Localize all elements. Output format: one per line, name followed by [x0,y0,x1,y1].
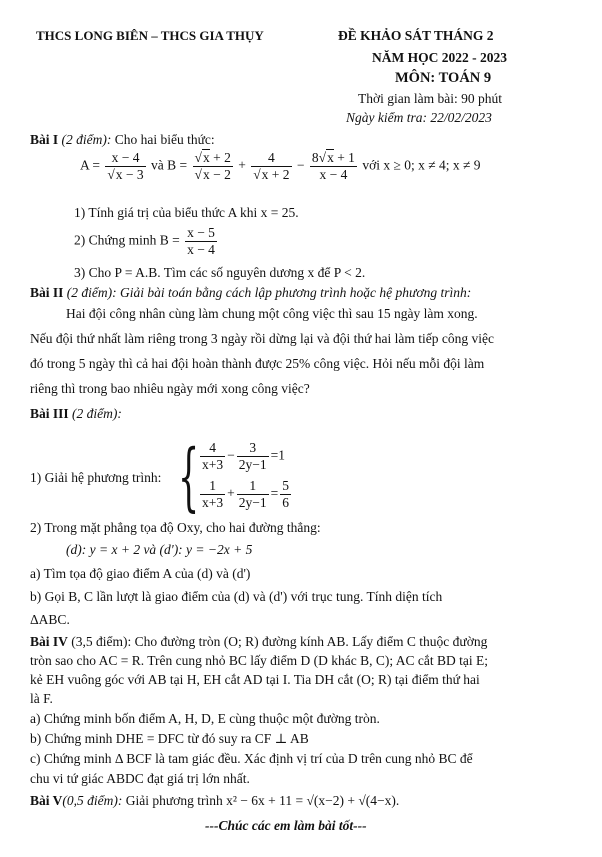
footer-wish: ---Chúc các em làm bài tốt--- [205,818,367,833]
bai3-qa: a) Tìm tọa độ giao điểm A của (d) và (d') [30,566,251,581]
bai4-qc-line2: chu vi tứ giác ABDC đạt giá trị lớn nhất. [30,771,250,786]
bai5: Bài V(0,5 điểm): Giải phương trình x² − 6x + 11 = √(x−2) + √(4−x). [30,793,400,808]
subject: MÔN: TOÁN 9 [395,70,492,86]
bai4-qa: a) Chứng minh bốn điểm A, H, D, E cùng thuộc một đường tròn. [30,711,380,726]
bai4-line3: kẻ EH vuông góc với AB tại H, EH cắt AD tại I. Tia DH cắt (O; R) tại điểm thứ hai [30,672,480,687]
bai1-q2: 2) Chứng minh B = $\frac{x - 5}{x - 4}$ [74,225,215,257]
school-year: NĂM HỌC 2022 - 2023 [372,50,507,65]
bai3-q1: 1) Giải hệ phương trình: [30,470,162,485]
bai2-line3: đó trong 5 ngày thì cả hai đội hoàn thành được 25% công việc. Hỏi nếu mỗi đội làm [30,356,485,371]
bai4-line2: tròn sao cho AC = R. Trên cung nhỏ BC lấy điểm D (D khác B, C); AC cắt BD tại E; [30,653,488,668]
bai3-q2-intro: 2) Trong mặt phẳng tọa độ Oxy, cho hai đường thẳng: [30,520,321,535]
bai2-line2: Nếu đội thứ nhất làm riêng trong 3 ngày rồi dừng lại và đội thứ hai làm tiếp công việc [30,331,494,346]
bai3-heading: Bài III (2 điểm): [30,406,122,421]
duration: Thời gian làm bài: 90 phút [358,91,502,106]
bai4-heading: Bài IV (3,5 điểm): Cho đường tròn (O; R) đường kính AB. Lấy điểm C thuộc đường [30,634,488,649]
bai2-line1: Hai đội công nhân cùng làm chung một công việc thì sau 15 ngày làm xong. [66,306,478,321]
brace-icon: { [178,434,200,520]
equation-1: $\frac{4}{x+3}$ − $\frac{3}{2y-1}$ =1 [202,440,285,472]
bai2-line4: riêng thì trong bao nhiêu ngày mới xong công việc? [30,381,310,396]
bai3-qb-line2: ΔABC. [30,612,70,627]
bai3-lines: (d): y = x + 2 và (d'): y = −2x + 5 [66,542,253,557]
bai4-line4: là F. [30,691,53,706]
equation-2: $\frac{1}{x+3}$ + $\frac{1}{2y-1}$ = $\frac{5}{6}$ [202,478,289,510]
bai2-heading: Bài II (2 điểm): Giải bài toán bằng cách lập phương trình hoặc hệ phương trình: [30,285,472,300]
bai1-q1: 1) Tính giá trị của biểu thức A khi x = 25. [74,205,299,220]
bai4-qc-line1: c) Chứng minh Δ BCF là tam giác đều. Xác định vị trí của D trên cung nhỏ BC để [30,751,473,766]
bai4-qb: b) Chứng minh DHE = DFC từ đó suy ra CF ⊥ AB [30,731,309,746]
bai1-q3: 3) Cho P = A.B. Tìm các số nguyên dương x để P < 2. [74,265,366,280]
exam-date: Ngày kiểm tra: 22/02/2023 [346,110,492,125]
equation-system [178,434,298,520]
bai3-qb-line1: b) Gọi B, C lần lượt là giao điểm của (d) và (d') với trục tung. Tính diện tích [30,589,443,604]
schools-header: THCS LONG BIÊN – THCS GIA THỤY [36,28,264,43]
exam-title: ĐỀ KHẢO SÁT THÁNG 2 [338,28,494,43]
bai1-heading: Bài I (2 điểm): Cho hai biểu thức: [30,132,215,147]
bai1-formula: A = $\frac{x - 4}{√x - 3}$ và B = $\frac{√x + 2}{√x - 2}$ + $\frac{4}{√x + 2}$ − $\frac{8√x + 1}{x - 4}$ với x ≥ 0; x ≠ 4; x ≠ 9 [80,150,481,182]
